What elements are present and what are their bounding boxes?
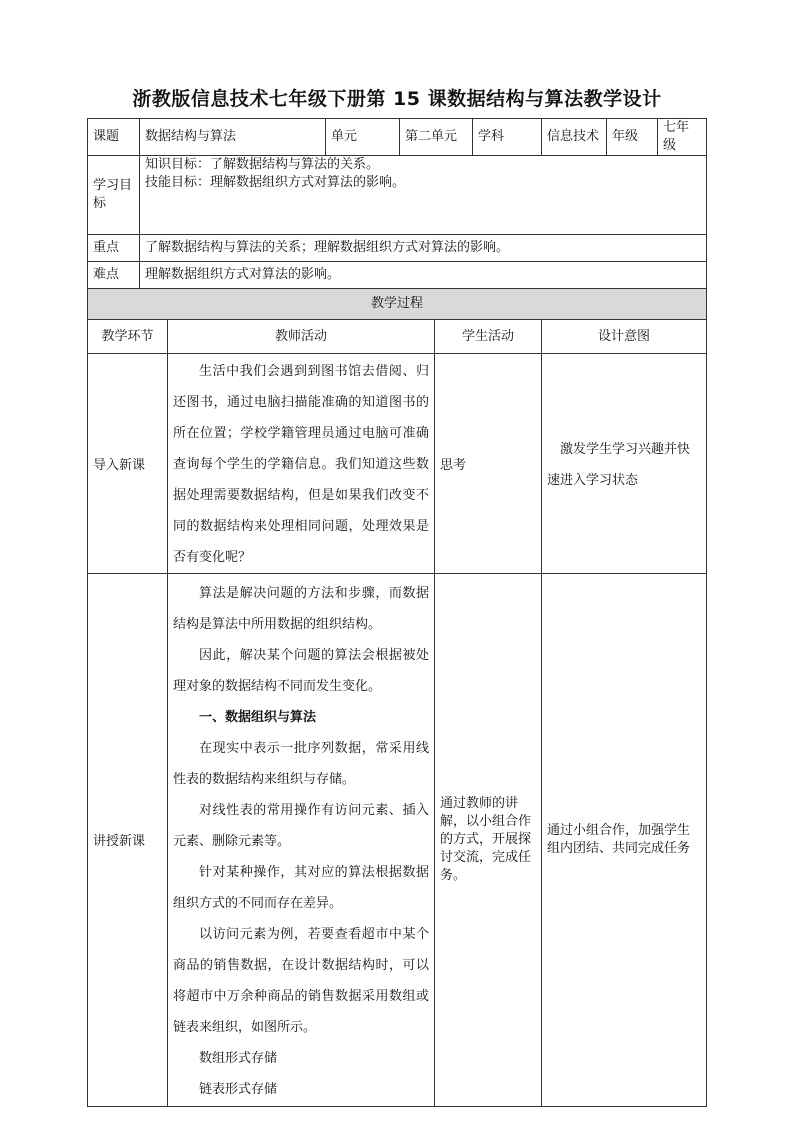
topic-label: 课题 bbox=[88, 119, 140, 156]
goals-label: 学习目标 bbox=[88, 156, 140, 235]
process-column-header-row bbox=[88, 320, 707, 354]
col-header-student: 学生活动 bbox=[435, 320, 542, 354]
intro-row bbox=[88, 354, 707, 574]
new-lesson-stage: 讲授新课 bbox=[88, 574, 168, 1107]
goals-content bbox=[140, 156, 707, 235]
paragraph: 在现实中表示一批序列数据，常采用线性表的数据结构来组织与存储。 bbox=[173, 740, 430, 787]
new-lesson-teacher-cell bbox=[168, 574, 435, 1107]
unit-value: 第二单元 bbox=[400, 119, 473, 156]
header-row bbox=[88, 119, 707, 156]
intro-teacher-cell bbox=[168, 354, 435, 574]
difficulties-text: 理解数据组织方式对算法的影响。 bbox=[140, 262, 707, 289]
process-section-title: 教学过程 bbox=[88, 289, 707, 320]
difficulties-label: 难点 bbox=[88, 262, 140, 289]
skill-goal: 技能目标：理解数据组织方式对算法的影响。 bbox=[145, 175, 406, 190]
key-points-text: 了解数据结构与算法的关系；理解数据组织方式对算法的影响。 bbox=[140, 235, 707, 262]
intro-design: 激发学生学习兴趣并快速进入学习状态 bbox=[547, 441, 691, 488]
goals-row bbox=[88, 156, 707, 235]
paragraph: 算法是解决问题的方法和步骤，而数据结构是算法中所用数据的组织结构。 bbox=[173, 585, 430, 632]
paragraph: 因此，解决某个问题的算法会根据被处理对象的数据结构不同而发生变化。 bbox=[173, 647, 430, 694]
topic-value: 数据结构与算法 bbox=[140, 119, 326, 156]
new-lesson-student: 通过教师的讲解，以小组合作的方式，开展探讨交流，完成任务。 bbox=[435, 574, 542, 1107]
key-points-row bbox=[88, 235, 707, 262]
subject-value: 信息技术 bbox=[542, 119, 607, 156]
intro-stage: 导入新课 bbox=[88, 354, 168, 574]
unit-label: 单元 bbox=[326, 119, 400, 156]
difficulties-row bbox=[88, 262, 707, 289]
intro-student: 思考 bbox=[435, 354, 542, 574]
section-heading: 一、数据组织与算法 bbox=[199, 709, 317, 725]
paragraph: 针对某种操作，其对应的算法根据数据组织方式的不同而存在差异。 bbox=[173, 864, 430, 911]
grade-value: 七年级 bbox=[658, 119, 707, 156]
intro-teacher-text: 生活中我们会遇到到图书馆去借阅、归还图书，通过电脑扫描能准确的知道图书的所在位置；学校学籍管理员通过电脑可准确查询每个学生的学籍信息。我们知道这些数据处理需要数据结构，但是如果我们改变不同的数据结构来处理相同问题，处理效果是否有变化呢？ bbox=[173, 364, 430, 565]
figure-caption-array: 数组形式存储 bbox=[199, 1050, 278, 1066]
paragraph: 以访问元素为例，若要查看超市中某个商品的销售数据，在设计数据结构时，可以将超市中万余种商品的销售数据采用数组或链表来组织，如图所示。 bbox=[173, 926, 430, 1035]
key-points-label: 重点 bbox=[88, 235, 140, 262]
process-section-row bbox=[88, 289, 707, 320]
grade-label: 年级 bbox=[607, 119, 658, 156]
new-lesson-row bbox=[88, 574, 707, 1107]
figure-caption-linked-list: 链表形式存储 bbox=[199, 1081, 278, 1097]
knowledge-goal: 知识目标：了解数据结构与算法的关系。 bbox=[145, 157, 380, 172]
intro-design-cell bbox=[542, 354, 707, 574]
lesson-plan-table bbox=[87, 118, 707, 1107]
col-header-stage: 教学环节 bbox=[88, 320, 168, 354]
subject-label: 学科 bbox=[473, 119, 542, 156]
col-header-teacher: 教师活动 bbox=[168, 320, 435, 354]
new-lesson-design: 通过小组合作，加强学生组内团结、共同完成任务 bbox=[542, 574, 707, 1107]
document-title: 浙教版信息技术七年级下册第 15 课数据结构与算法教学设计 bbox=[132, 88, 662, 110]
paragraph: 对线性表的常用操作有访问元素、插入元素、删除元素等。 bbox=[173, 802, 430, 849]
col-header-design: 设计意图 bbox=[542, 320, 707, 354]
